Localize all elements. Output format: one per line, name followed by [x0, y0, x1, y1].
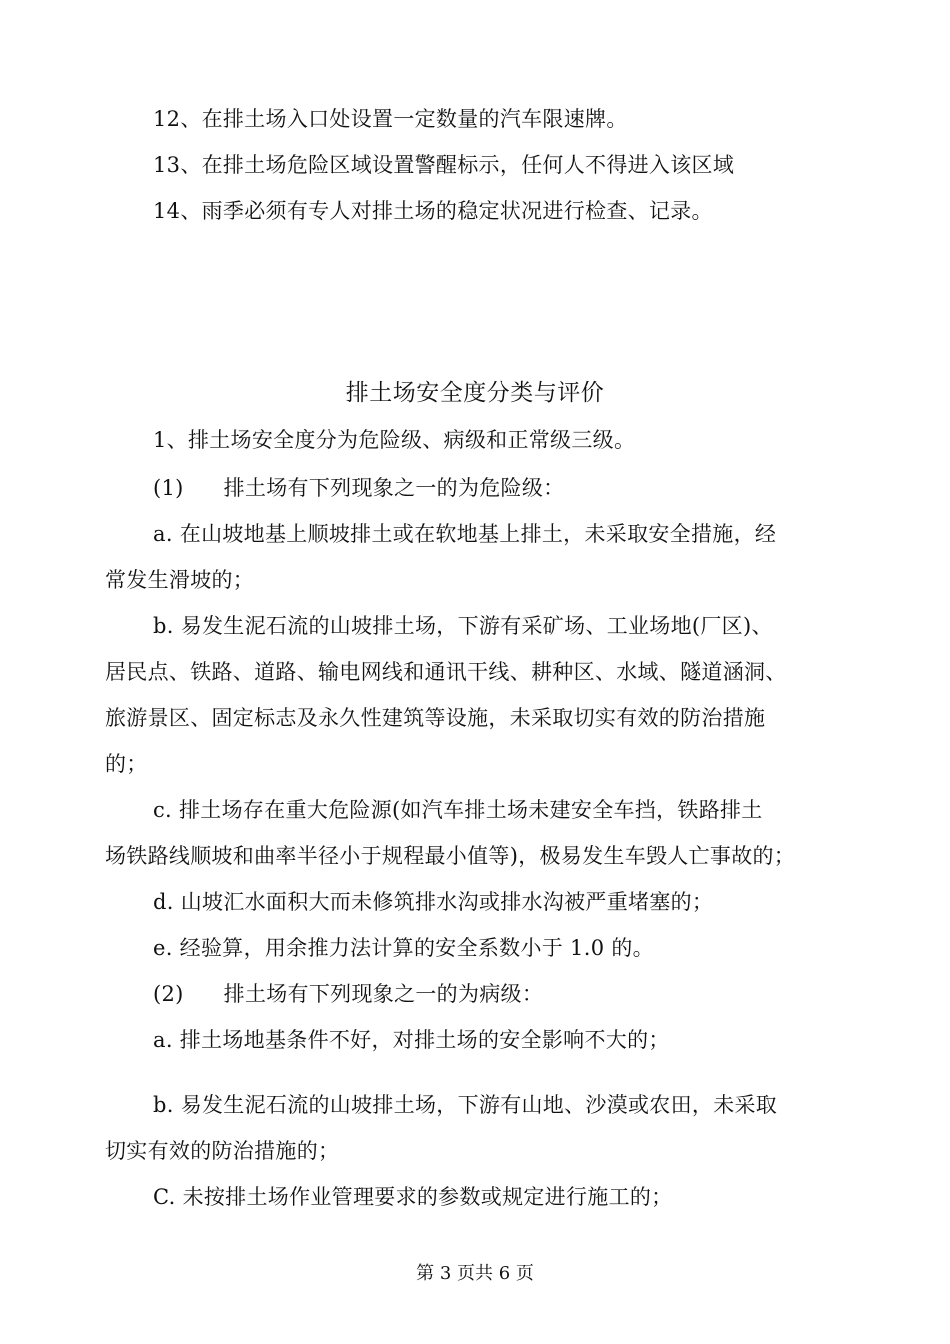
danger-b-line-3: 旅游景区、固定标志及永久性建筑等设施，未采取切实有效的防治措施 — [105, 706, 766, 730]
danger-a-line-2: 常发生滑坡的； — [105, 568, 255, 592]
subsection-1-number: (1) — [153, 476, 184, 500]
subsection-2-text: 排土场有下列现象之一的为病级： — [223, 982, 544, 1006]
danger-b-line-2: 居民点、铁路、道路、输电网线和通讯干线、耕种区、水域、隧道涵洞、 — [105, 660, 787, 684]
list-item-12: 12、在排土场入口处设置一定数量的汽车限速牌。 — [153, 107, 628, 131]
sick-a: a. 排土场地基条件不好，对排土场的安全影响不大的； — [153, 1028, 670, 1052]
sick-b-line-2: 切实有效的防治措施的； — [105, 1139, 340, 1163]
danger-c-line-2: 场铁路线顺坡和曲率半径小于规程最小值等)，极易发生车毁人亡事故的； — [105, 844, 796, 868]
sick-b-line-1: b. 易发生泥石流的山坡排土场，下游有山地、沙漠或农田，未采取 — [153, 1093, 778, 1117]
subsection-2 — [153, 979, 913, 1009]
danger-b-line-1: b. 易发生泥石流的山坡排土场，下游有采矿场、工业场地(厂区)、 — [153, 614, 773, 638]
sick-c: C. 未按排土场作业管理要求的参数或规定进行施工的； — [153, 1185, 673, 1209]
subsection-2-number: (2) — [153, 982, 184, 1006]
list-item-13: 13、在排土场危险区域设置警醒标示，任何人不得进入该区域 — [153, 153, 735, 177]
subsection-1 — [153, 473, 913, 503]
section-title: 排土场安全度分类与评价 — [345, 380, 605, 406]
danger-b-line-4: 的； — [105, 752, 148, 776]
list-item-14: 14、雨季必须有专人对排土场的稳定状况进行检查、记录。 — [153, 199, 713, 223]
danger-c-line-1: c. 排土场存在重大危险源(如汽车排土场未建安全车挡，铁路排土 — [153, 798, 763, 822]
item-1: 1、排土场安全度分为危险级、病级和正常级三级。 — [153, 428, 636, 452]
page-footer: 第 3 页共 6 页 — [416, 1263, 534, 1284]
danger-a-line-1: a. 在山坡地基上顺坡排土或在软地基上排土，未采取安全措施，经 — [153, 522, 777, 546]
danger-d: d. 山坡汇水面积大而未修筑排水沟或排水沟被严重堵塞的； — [153, 890, 714, 914]
subsection-1-text: 排土场有下列现象之一的为危险级： — [223, 476, 565, 500]
danger-e: e. 经验算，用余推力法计算的安全系数小于 1.0 的。 — [153, 936, 654, 960]
